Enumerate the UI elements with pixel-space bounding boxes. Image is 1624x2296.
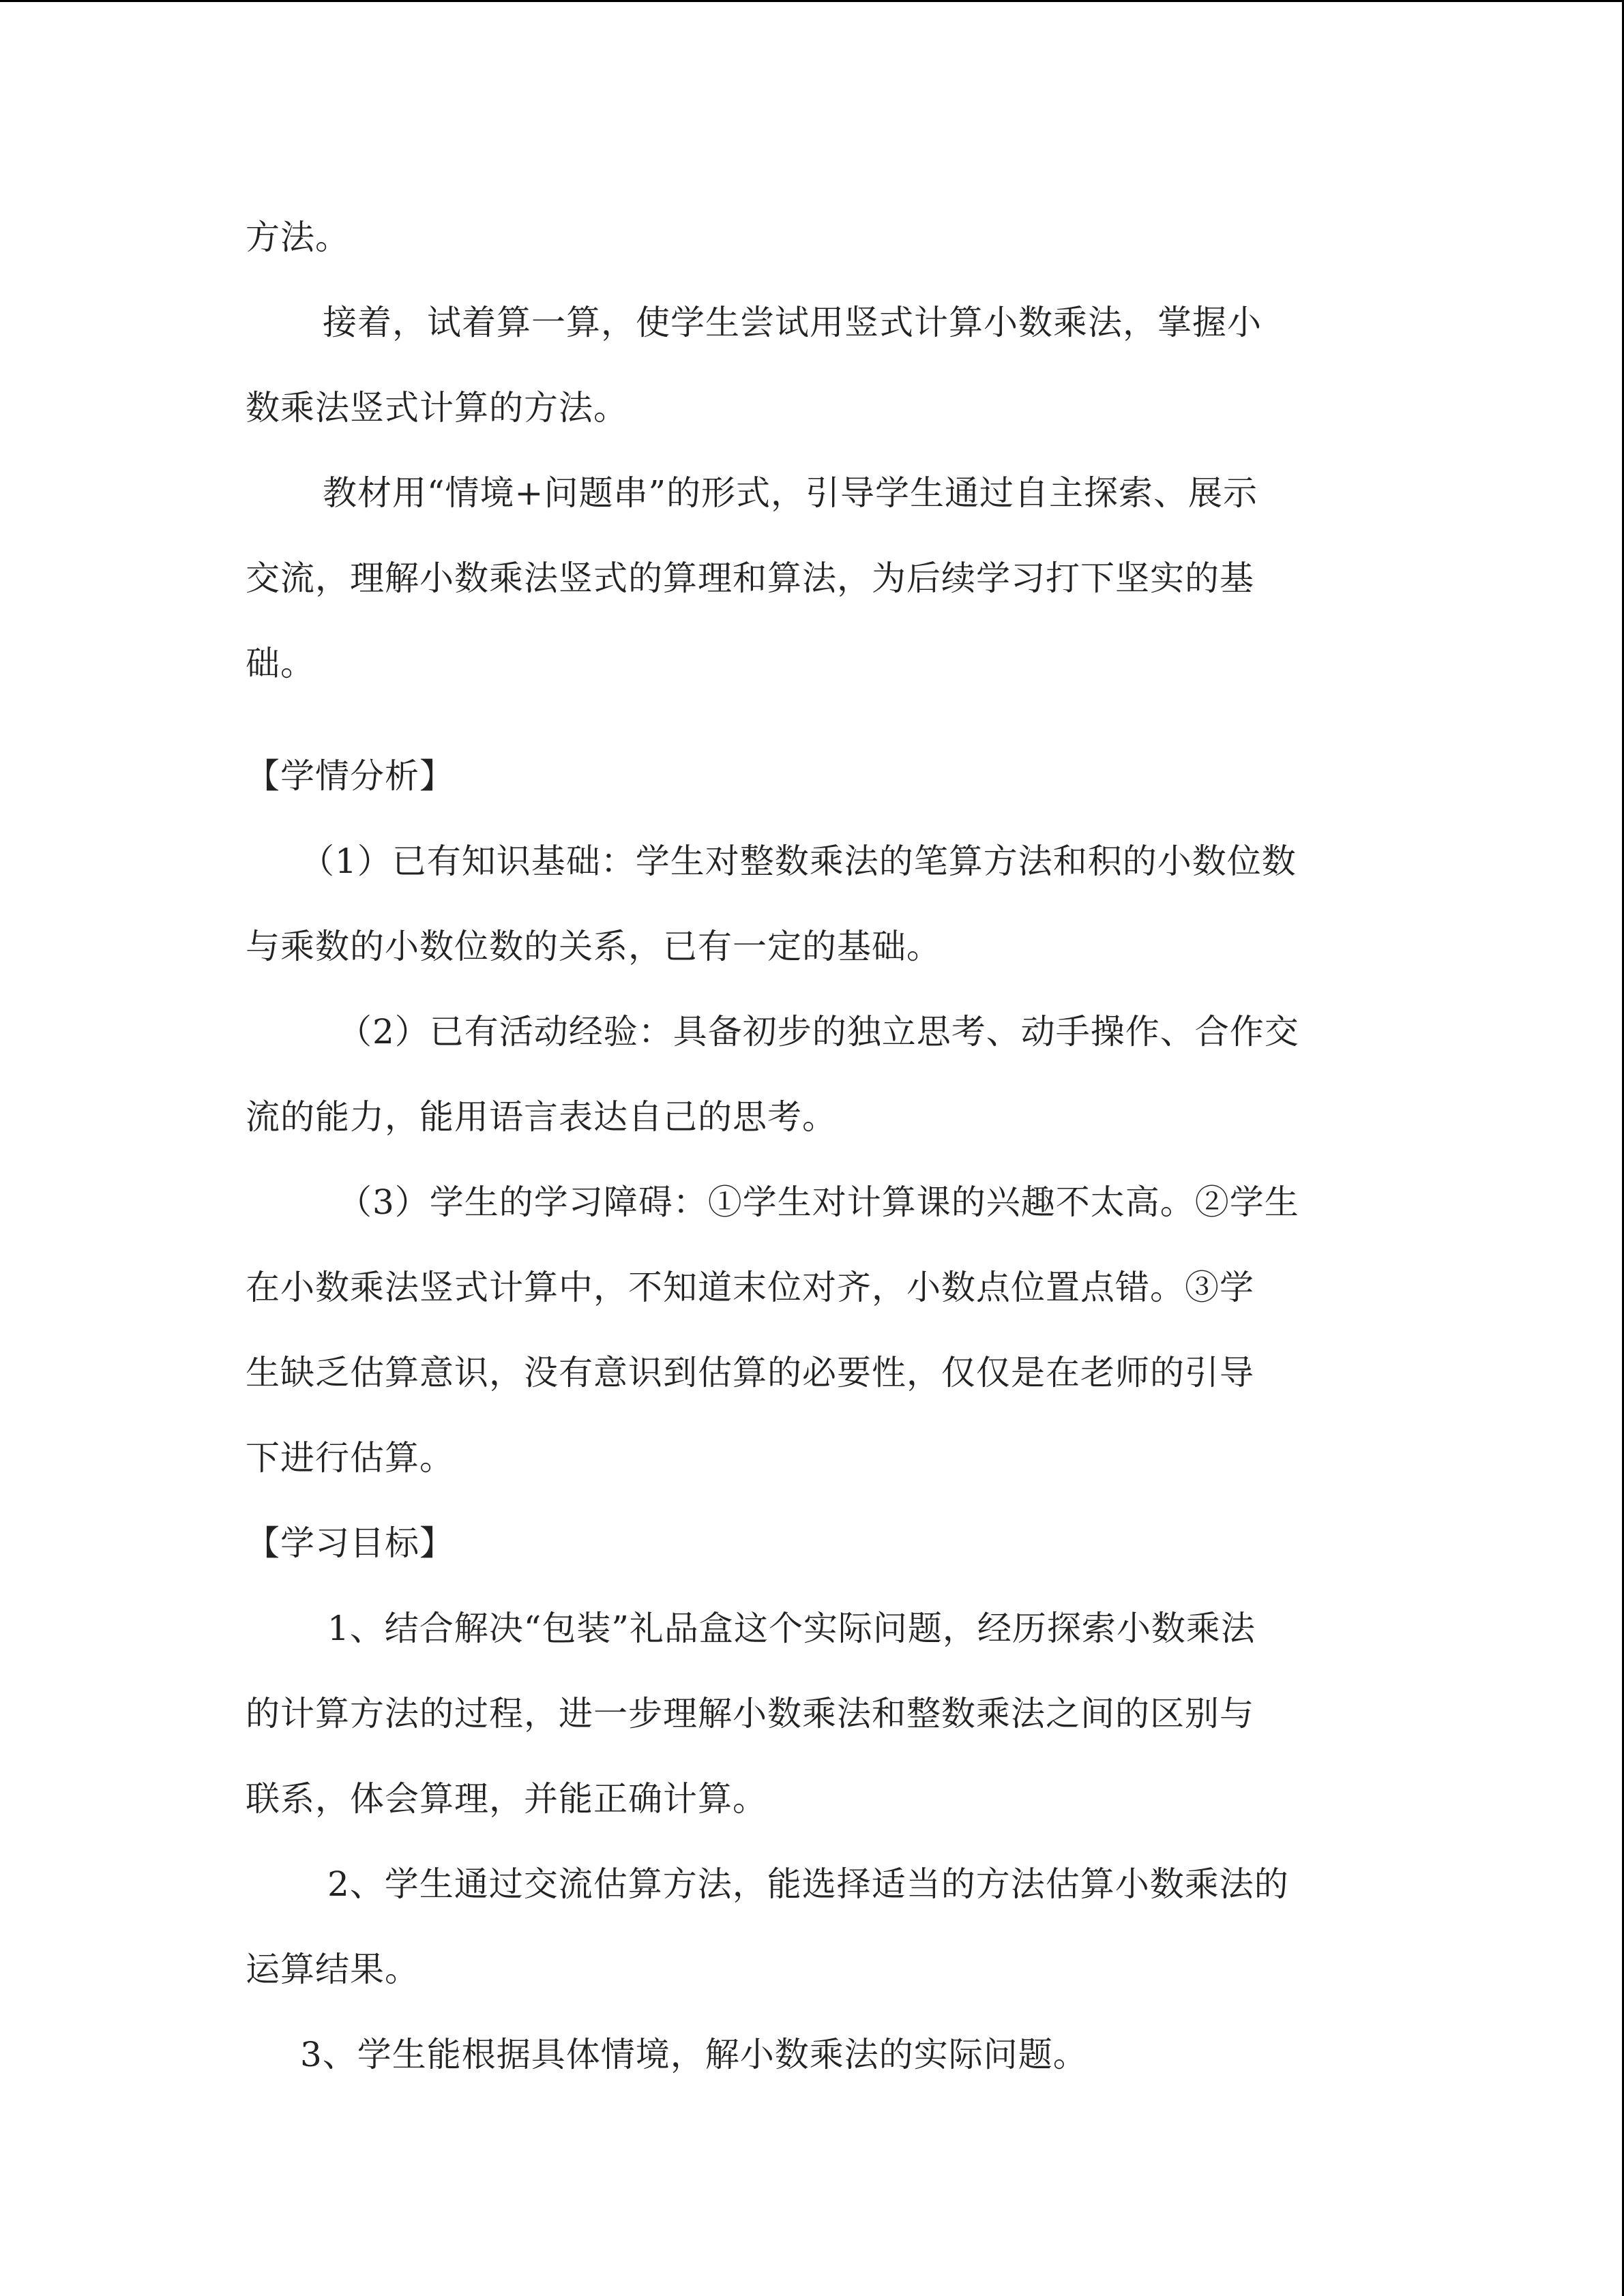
paragraph-line: 接着，试着算一算，使学生尝试用竖式计算小数乘法，掌握小 [323,303,1262,342]
paragraph-line: 教材用“情境+问题串”的形式，引导学生通过自主探索、展示 [323,473,1258,513]
paragraph-line: 与乘数的小数位数的关系，已有一定的基础。 [246,927,941,966]
page-border-top [0,0,1624,2]
paragraph-line: 1、结合解决“包装”礼品盒这个实际问题，经历探索小数乘法 [327,1609,1256,1648]
paragraph-line: 础。 [246,644,315,683]
paragraph-line: 的计算方法的过程，进一步理解小数乘法和整数乘法之间的区别与 [246,1694,1254,1733]
paragraph-line: 在小数乘法竖式计算中，不知道末位对齐，小数点位置点错。③学 [246,1268,1254,1307]
paragraph-line: （3）学生的学习障碍：①学生对计算课的兴趣不太高。②学生 [338,1182,1299,1222]
paragraph-line: 流的能力，能用语言表达自己的思考。 [246,1097,837,1137]
section-heading-learner-analysis: 【学情分析】 [246,756,454,796]
paragraph-line: 交流，理解小数乘法竖式的算理和算法，为后续学习打下坚实的基 [246,558,1254,598]
paragraph-line: （2）已有活动经验：具备初步的独立思考、动手操作、合作交 [338,1012,1299,1052]
section-heading-learning-objectives: 【学习目标】 [246,1523,454,1563]
paragraph-line: 数乘法竖式计算的方法。 [246,388,628,428]
paragraph-line: 下进行估算。 [246,1438,454,1478]
paragraph-line: 方法。 [246,218,350,257]
paragraph-line: 3、学生能根据具体情境，解小数乘法的实际问题。 [300,2035,1088,2074]
paragraph-line: （1）已有知识基础：学生对整数乘法的笔算方法和积的小数位数 [300,841,1297,881]
paragraph-line: 运算结果。 [246,1950,419,1989]
paragraph-line: 联系，体会算理，并能正确计算。 [246,1779,767,1819]
paragraph-line: 2、学生通过交流估算方法，能选择适当的方法估算小数乘法的 [327,1864,1289,1904]
paragraph-line: 生缺乏估算意识，没有意识到估算的必要性，仅仅是在老师的引导 [246,1353,1254,1392]
